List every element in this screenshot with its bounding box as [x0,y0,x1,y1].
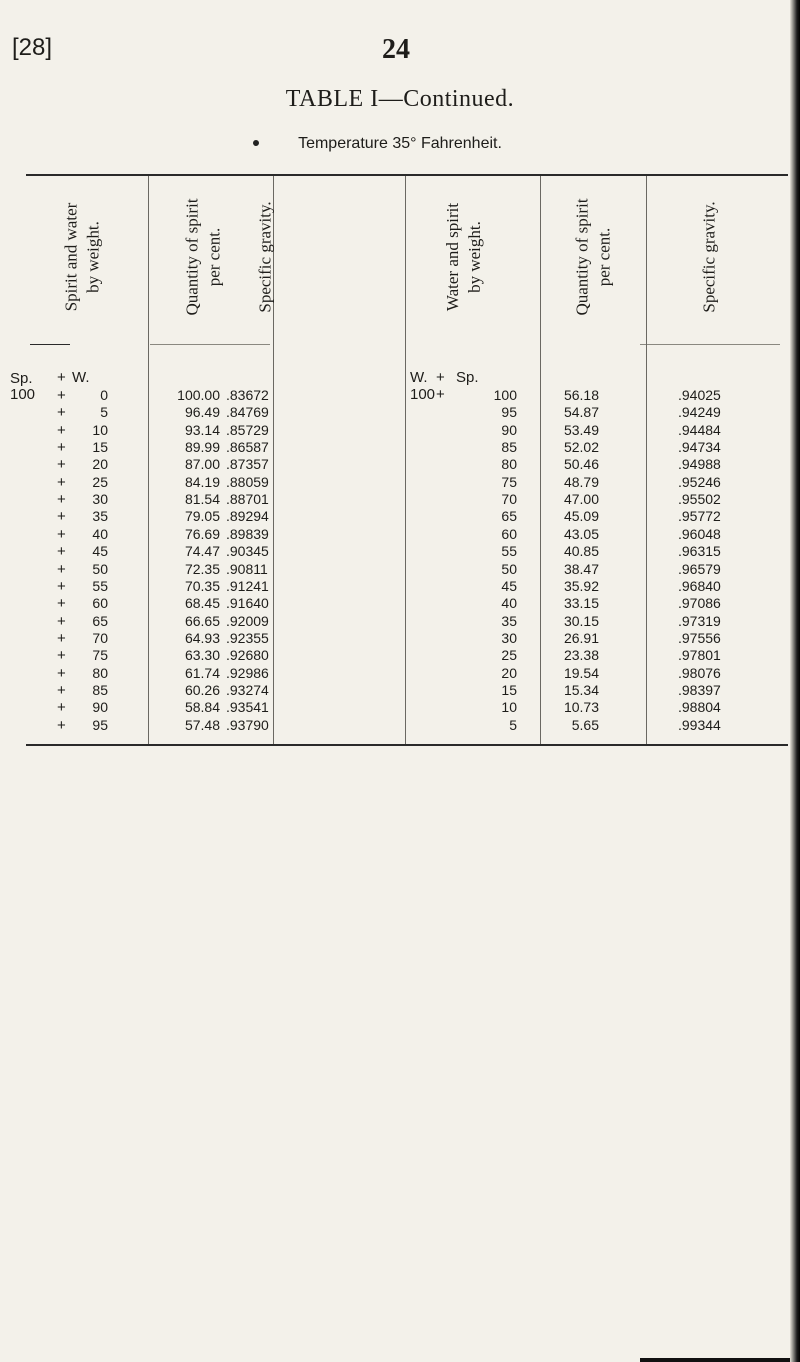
left-spirit-pct-cell: 58.84 [184,699,220,716]
left-gravity-cell: .92986 [226,664,269,681]
column-header: Spirit and water by weight. [61,202,102,312]
left-gravity-cell: .93790 [226,716,269,733]
right-mixture-cell: 35 [501,612,517,629]
left-mixture-cell: 5 [100,404,108,421]
left-mixture-cell: 90 [92,699,108,716]
left-gravity-cell: .84769 [226,404,269,421]
left-gravity-cell: .91241 [226,577,269,594]
left-mixture-cell: 10 [92,421,108,438]
right-spirit-pct-cell: 26.91 [563,629,599,646]
right-gravity-cell: .99344 [678,716,721,733]
right-mixture-cell: 50 [501,560,517,577]
left-gravity-cell: .83672 [226,387,269,403]
left-mixture-cell: 45 [92,543,108,560]
right-spirit-pct-cell: 54.87 [563,404,599,421]
row-tick: + [57,439,66,457]
header-rule [30,344,70,345]
right-mixture-cell: 60 [501,525,517,542]
left-gravity-cell: .93541 [226,699,269,716]
table-subtitle: Temperature 35° Fahrenheit. [298,135,502,152]
left-mixture-cell: 80 [92,664,108,681]
right-w-label: W. [410,369,428,386]
right-spirit-pct-cell: 50.46 [563,456,599,473]
row-tick: + [57,543,66,561]
right-spirit-pct-cell: 23.38 [563,647,599,664]
left-mixture-cell: 50 [92,560,108,577]
right-spirit-pct-cell: 5.65 [571,716,599,733]
left-spirit-pct-cell: 61.74 [184,664,220,681]
right-gravity-cell: .98397 [678,681,721,698]
right-gravity-cell: .94025 [678,387,721,403]
left-spirit-pct-cell: 100.00 [177,387,220,403]
right-mixture-cell: 55 [501,543,517,560]
right-mixture-cell: 80 [501,456,517,473]
left-gravity-cell: .92680 [226,647,269,664]
header-rule [150,344,270,345]
table-bottom-rule [26,744,788,746]
row-tick: + [57,473,66,491]
row-tick: + [57,525,66,543]
left-spirit-pct-cell: 93.14 [184,421,220,438]
left-mixture-cell: 65 [92,612,108,629]
left-spirit-pct-cell: 89.99 [184,439,220,456]
left-spirit-pct-cell: 74.47 [184,543,220,560]
right-mixture-cell: 45 [501,577,517,594]
left-w-label: W. [72,369,90,386]
right-gravity-cell: .96840 [678,577,721,594]
right-spirit-pct-cell: 56.18 [563,387,599,403]
row-tick: + [57,456,66,474]
right-spirit-pct-cell: 19.54 [563,664,599,681]
right-spirit-pct-cell: 35.92 [563,577,599,594]
right-spirit-pct-cell: 33.15 [563,595,599,612]
right-sp-label: Sp. [456,369,479,386]
left-spirit-pct-cell: 70.35 [184,577,220,594]
row-tick: + [57,664,66,682]
row-tick: + [57,508,66,526]
left-mixture-cell: 85 [92,681,108,698]
column-header: Quantity of spirit per cent. [183,198,225,316]
column-divider [646,176,647,744]
row-tick: + [57,699,66,717]
right-spirit-pct-cell: 43.05 [563,525,599,542]
right-spirit-pct-cell: 53.49 [563,421,599,438]
right-gravity-cell: .96315 [678,543,721,560]
column-header: Specific gravity. [256,201,275,313]
right-spirit-pct-cell: 48.79 [563,473,599,490]
right-spirit-pct-cell: 45.09 [563,508,599,525]
right-mixture-cell: 40 [501,595,517,612]
left-mixture-cell: 25 [92,473,108,490]
left-gravity-cell: .86587 [226,439,269,456]
right-mixture-cell: 30 [501,629,517,646]
left-spirit-pct-cell: 68.45 [184,595,220,612]
column-header: Water and spirit by weight. [443,202,484,312]
right-mixture-cell: 75 [501,473,517,490]
left-mixture-cell: 35 [92,508,108,525]
header-rule [640,344,780,345]
row-tick: + [57,716,66,734]
left-gravity-cell: .85729 [226,421,269,438]
column-divider [405,176,406,744]
left-sp-label: Sp. [10,370,33,387]
left-spirit-pct-cell: 79.05 [184,508,220,525]
left-spirit-pct-cell: 76.69 [184,525,220,542]
column-header: Specific gravity. [700,201,719,313]
right-mixture-cell: 5 [509,716,517,733]
right-gravity-cell: .95246 [678,473,721,490]
left-mixture-cell: 70 [92,629,108,646]
right-hundred-label: 100 [410,386,436,403]
left-mixture-cell: 0 [100,387,108,403]
right-gravity-cell: .95502 [678,491,721,508]
left-gravity-cell: .90345 [226,543,269,560]
right-gravity-cell: .94249 [678,404,721,421]
row-tick: + [57,612,66,630]
left-mixture-cell: 20 [92,456,108,473]
row-tick: + [57,560,66,578]
right-spirit-pct-cell: 52.02 [563,439,599,456]
row-tick: + [57,421,66,439]
row-tick: + [57,595,66,613]
left-gravity-cell: .93274 [226,681,269,698]
right-spirit-pct-cell: 40.85 [563,543,599,560]
left-spirit-pct-cell: 72.35 [184,560,220,577]
right-spirit-pct-cell: 15.34 [563,681,599,698]
row-tick: + [57,491,66,509]
left-spirit-pct-cell: 87.00 [184,456,220,473]
right-gravity-cell: .94734 [678,439,721,456]
right-hundred-tick: + [436,386,445,403]
right-gravity-cell: .97556 [678,629,721,646]
right-gravity-cell: .94988 [678,456,721,473]
left-mixture-cell: 55 [92,577,108,594]
right-gravity-cell: .97801 [678,647,721,664]
right-w-tick: + [436,369,445,386]
row-tick: + [57,681,66,699]
left-gravity-cell: .89839 [226,525,269,542]
left-gravity-cell: .92009 [226,612,269,629]
right-spirit-pct-cell: 30.15 [563,612,599,629]
left-spirit-pct-cell: 60.26 [184,681,220,698]
row-tick: + [57,404,66,422]
row-tick: + [57,387,66,404]
left-spirit-pct-cell: 84.19 [184,473,220,490]
column-header: Quantity of spirit per cent. [573,198,615,316]
table-top-rule [26,174,788,176]
right-mixture-cell: 70 [501,491,517,508]
right-mixture-cell: 100 [493,387,517,403]
left-mixture-cell: 60 [92,595,108,612]
left-gravity-cell: .92355 [226,629,269,646]
right-gravity-cell: .96579 [678,560,721,577]
right-spirit-pct-cell: 10.73 [563,699,599,716]
left-mixture-cell: 15 [92,439,108,456]
left-gravity-cell: .87357 [226,456,269,473]
row-tick: + [57,577,66,595]
right-spirit-pct-cell: 47.00 [563,491,599,508]
right-gravity-cell: .94484 [678,421,721,438]
left-mixture-cell: 40 [92,525,108,542]
left-gravity-cell: .90811 [226,560,268,577]
left-mixture-cell: 75 [92,647,108,664]
row-tick: + [57,629,66,647]
right-mixture-cell: 85 [501,439,517,456]
right-gravity-cell: .98076 [678,664,721,681]
left-gravity-cell: .91640 [226,595,269,612]
left-gravity-cell: .88701 [226,491,269,508]
right-mixture-cell: 90 [501,421,517,438]
table-title: TABLE I—Continued. [285,86,515,112]
right-mixture-cell: 65 [501,508,517,525]
left-spirit-pct-cell: 64.93 [184,629,220,646]
right-gravity-cell: .95772 [678,508,721,525]
left-gravity-cell: .88059 [226,473,269,490]
left-w-tick: + [57,369,66,386]
right-gravity-cell: .98804 [678,699,721,716]
left-spirit-pct-cell: 63.30 [184,647,220,664]
right-spirit-pct-cell: 38.47 [563,560,599,577]
left-gravity-cell: .89294 [226,508,269,525]
right-mixture-cell: 10 [501,699,517,716]
right-mixture-cell: 20 [501,664,517,681]
right-gravity-cell: .96048 [678,525,721,542]
left-spirit-pct-cell: 66.65 [184,612,220,629]
right-mixture-cell: 95 [501,404,517,421]
right-mixture-cell: 25 [501,647,517,664]
left-spirit-pct-cell: 57.48 [184,716,220,733]
page-bottom-edge [640,1358,790,1362]
right-gravity-cell: .97319 [678,612,721,629]
left-mixture-cell: 95 [92,716,108,733]
column-divider [148,176,149,744]
row-tick: + [57,647,66,665]
right-gravity-cell: .97086 [678,595,721,612]
page-edge [790,0,800,1362]
left-spirit-pct-cell: 96.49 [184,404,220,421]
right-mixture-cell: 15 [501,681,517,698]
left-mixture-cell: 30 [92,491,108,508]
bracket-page-label: [28] [12,34,53,61]
left-spirit-pct-cell: 81.54 [184,491,220,508]
column-divider [540,176,541,744]
left-hundred-label: 100 [10,386,36,403]
page-number: 24 [382,34,410,65]
